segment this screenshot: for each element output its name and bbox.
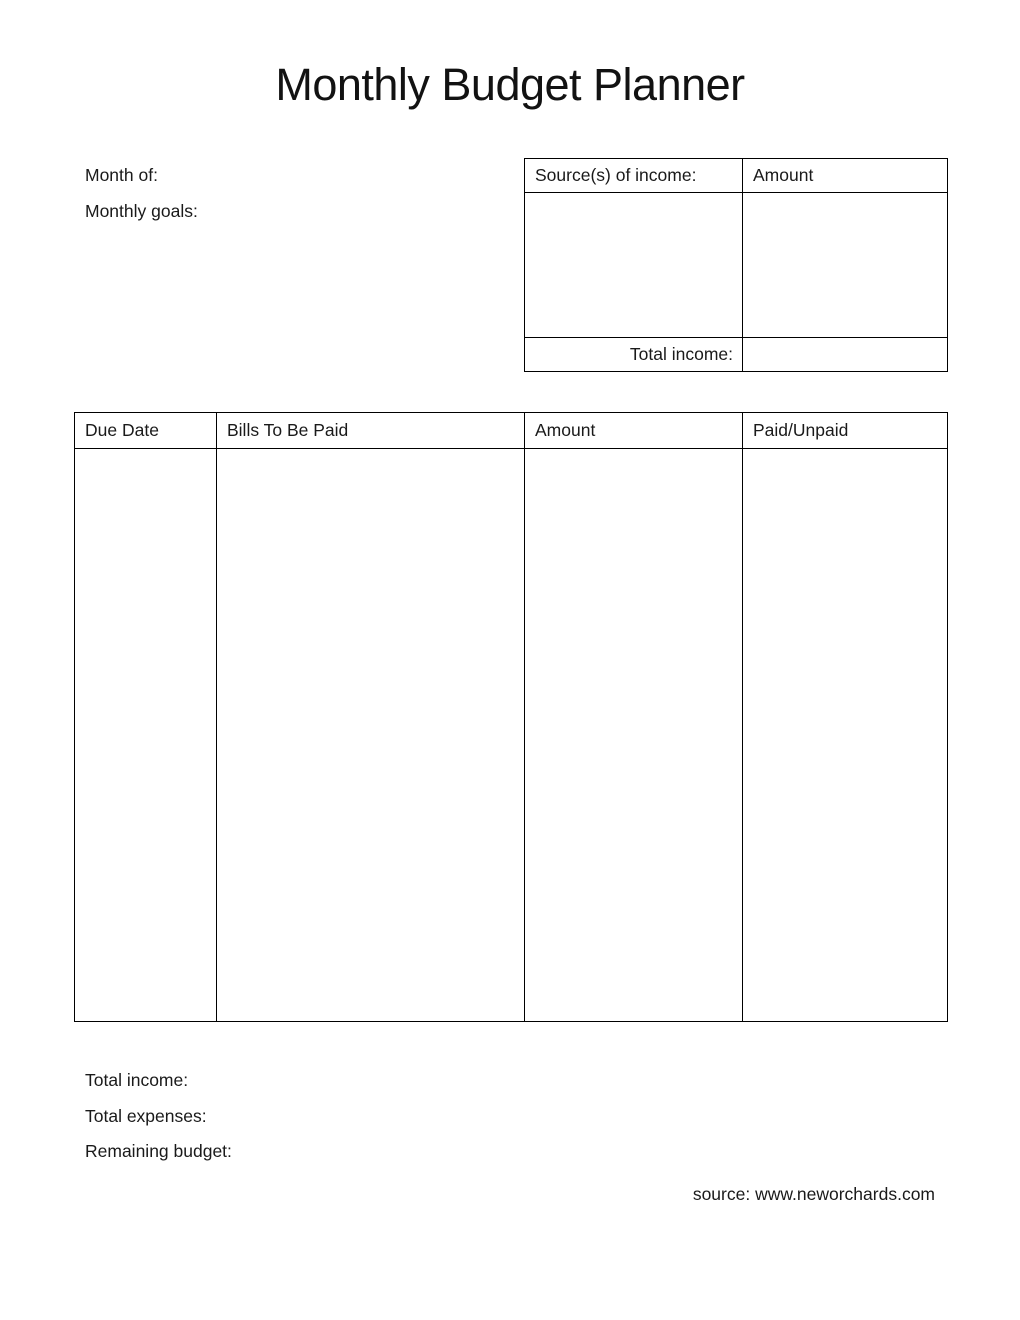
- bills-table-entry-row: [75, 449, 948, 1022]
- monthly-goals-label: Monthly goals:: [85, 201, 198, 221]
- income-table-entry-row: [525, 193, 948, 338]
- income-amount-input-cell[interactable]: [743, 193, 948, 338]
- bills-to-be-paid-header: Bills To Be Paid: [217, 413, 525, 449]
- page-title: Monthly Budget Planner: [275, 59, 745, 110]
- income-table-total-row: [525, 338, 948, 372]
- summary-section: [85, 1071, 232, 1178]
- total-expenses-summary-label: Total expenses:: [85, 1105, 207, 1126]
- amount-header: Amount: [525, 413, 743, 449]
- bills-input-cell[interactable]: [217, 449, 525, 1022]
- remaining-budget-summary-label: Remaining budget:: [85, 1141, 232, 1161]
- income-source-header: Source(s) of income:: [525, 159, 743, 193]
- bills-table-header-row: [75, 413, 948, 449]
- due-date-header: Due Date: [75, 413, 217, 449]
- total-income-input-cell[interactable]: [743, 338, 948, 372]
- bills-table: [74, 412, 948, 1022]
- income-amount-header: Amount: [743, 159, 948, 193]
- paid-unpaid-header: Paid/Unpaid: [743, 413, 948, 449]
- month-of-label: Month of:: [85, 165, 158, 185]
- income-table: [524, 158, 948, 372]
- source-credit: source: www.neworchards.com: [692, 1184, 935, 1204]
- total-income-label-cell: Total income:: [525, 338, 743, 372]
- total-income-summary-label: Total income:: [85, 1070, 189, 1090]
- income-source-input-cell[interactable]: [525, 193, 743, 338]
- due-date-input-cell[interactable]: [75, 449, 217, 1022]
- amount-input-cell[interactable]: [525, 449, 743, 1022]
- income-table-header-row: [525, 159, 948, 193]
- paid-unpaid-input-cell[interactable]: [743, 449, 948, 1022]
